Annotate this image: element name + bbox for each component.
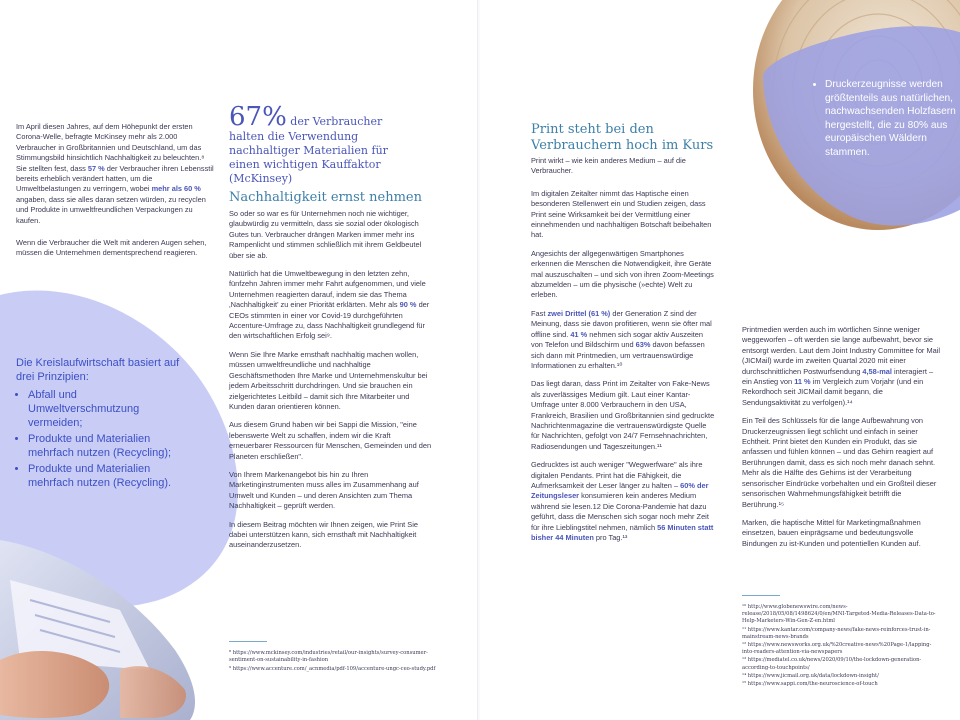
footnote: ⁸ https://www.mckinsey.com/industries/retail/our-insights/survey-consumer-sentiment-on-sustainability-in-fashion [229,650,428,664]
paragraph: Gedrucktes ist auch weniger "Wegwerfware" als ihre digitalen Pendants. Print hat die Fähigkeit, die Aufmerksamkeit der Leser länger zu halten – 60% der Zeitungsleser konsumieren kein anderes Medium während sie lesen.12 Die Corona-Pandemie hat dazu geführt, dass die Menschen sich sogar noch mehr Zeit für ihre Lieblingstitel nehmen, nämlich 56 Minuten statt bisher 44 Minuten pro Tag.¹³ [531,460,714,542]
paragraph: Fast zwei Drittel (61 %) der Generation Z sind der Meinung, dass sie davon profitieren, wenn sie öfter mal offline sind. 41 % nehmen sich sogar aktiv Auszeiten von Telefon und Bildschirm und 63% davon befassen sich dann mit Printmedien, um vertrauenswürdige Informationen zu erhalten.¹⁰ [531,308,712,370]
wood-fibres-callout [815,78,960,159]
paragraph: Natürlich hat die Umweltbewegung in den letzten zehn, fünfzehn Jahren immer mehr Fahrt aufgenommen, und viele Unternehmen reagierten darauf, indem sie das Thema ‚Nachhaltigkeit' zu einer Priorität erklärten. Mehr als 90 % der CEOs stimmten in einer vor Covid-19 durchgeführten Accenture-Umfrage zu, dass Nachhaltigkeit grundlegend für den wirtschaftlichen Erfolg sei⁹. [229,269,430,341]
photo-hands-holding-print [0,540,205,720]
paragraph: Im April diesen Jahres, auf dem Höhepunkt der ersten Corona-Welle, befragte McKinsey mehr als 2.000 Verbraucher in Großbritannien und Deutschland, um das Stimmungsbild hinsichtlich Nachhaltigkeit zu beleuchten.⁸ Sie stellten fest, dass 57 % der Verbraucher ihren Lebensstil bereits erheblich verändert hatten, um die Umweltbelastungen zu verringern, wobei mehr als 60 % angaben, dass sie alles daran setzen würden, zu recyclen und Produkte in umweltfreundlichen Verpackungen zu kaufen. [16,122,214,225]
list-item: • Produkte und Materialien mehrfach nutzen (Recycling). [28,462,191,490]
right-column-1 [531,122,716,551]
stat-text: der Verbraucher halten die Verwendung nachhaltiger Materialien für einen wichtigen Kauffaktor (McKinsey) [229,115,388,185]
highlight: 60% der Zeitungsleser [531,480,709,501]
left-page [0,0,478,720]
section-heading: Nachhaltigkeit ernst nehmen [229,190,422,205]
footnote: ¹¹ https://www.kantar.com/company-news/fake-news-reinforces-trust-in-mainstream-news-brands [742,626,931,640]
left-column-1 [16,122,216,267]
highlight: zwei Drittel (61 %) [547,308,611,318]
footnote-rule [229,641,267,642]
stat-block [229,104,419,186]
footnote: ¹² https://www.newsworks.org.uk/%20creative-news%20Page-1/lapping-into-readers-attention-via-newspapers [742,642,932,656]
paragraph: Angesichts der allgegenwärtigen Smartphones erkennen die Menschen die Notwendigkeit, ihre Geräte mal auszuschalten – und sich von ihren Zoom-Meetings abzumelden – um die physische (»echte) Welt zu erleben. [531,248,714,300]
stat-number: 67% [229,102,287,132]
right-column-2 [742,325,942,557]
highlight: 4,58-mal [862,366,892,376]
callout-intro: Die Kreislaufwirtschaft basiert auf drei Prinzipien: [16,357,180,383]
footnote: ⁹ https://www.accenture.com/_acnmedia/pdf-109/accenture-ungc-ceo-study.pdf [229,666,436,673]
paragraph: Im digitalen Zeitalter nimmt das Haptische einen besonderen Stellenwert ein und Studien zeigen, dass Print seine Wirksamkeit bei der Vermittlung einer einnehmenden und nachhaltigen Botschaft beibehalten hat. [531,188,712,240]
footnotes-left [229,641,439,674]
paragraph: Marken, die haptische Mittel für Marketingmaßnahmen einsetzen, bauen einprägsame und bedeutungsvolle Bindungen zu ist-Kunden und potentiellen Kunden auf. [742,517,921,548]
paragraph: Wenn Sie Ihre Marke ernsthaft nachhaltig machen wollen, müssen umweltfreundliche und nachhaltige Geschäftsmethoden Ihre Marke und Unternehmenskultur bei jedem Arbeitsschritt durchdringen. Und sie brauchen ein zielgerichtetes Leitbild – damit sich Ihre Mitarbeiter und Kunden daran orientieren können. [229,349,428,411]
list-item: • Produkte und Materialien mehrfach nutzen (Recycling); [28,432,191,460]
footnotes-right [742,595,942,688]
left-column-2 [229,190,434,559]
paragraph: Aus diesem Grund haben wir bei Sappi die Mission, "eine lebenswerte Welt zu schaffen, indem wir die Kraft erneuerbarer Ressourcen für Menschen, Gemeinden und den Planeten erschließen". [229,420,432,461]
paragraph: Print wirkt – wie kein anderes Medium – auf die Verbraucher. [531,156,686,176]
footnote-rule [742,595,780,596]
footnote: ¹⁰ http://www.globenewswire.com/news-release/2018/05/08/1498624/0/en/MNI-Targeted-Media-Releases-Data-to-Help-Marketers-Win-Gen-Z-en.html [742,604,936,625]
paragraph: Von Ihrem Markenangebot bis hin zu Ihren Marketinginstrumenten muss alles im Zusammenhang auf Umwelt und Kunden – und deren Ansichten zum Thema Nachhaltigkeit – geprüft werden. [229,469,419,511]
section-heading: Print steht bei den Verbrauchern hoch im Kurs [531,122,714,153]
paragraph: Printmedien werden auch im wörtlichen Sinne weniger weggeworfen – oft werden sie lange aufbewahrt, bevor sie entsorgt werden. Laut dem Joint Industry Committee for Mail (JICMail) wurde im zweiten Quartal 2020 mit einer durchschnittlichen Postwurfsendung 4,58-mal interagiert – ein Anstieg von 11 % im Vergleich zum Vorjahr (und ein Rekordhoch seit JICMail damit begann, die Sendungsaktivität zu verfolgen).¹⁴ [742,325,940,407]
paragraph: Ein Teil des Schlüssels für die lange Aufbewahrung von Druckerzeugnissen liegt schlicht und einfach in seiner Echtheit. Print bietet den Kunden ein Produkt, das sie anfassen und fühlen können – und das Gehirn reagiert auf Berührungen damit, dass es sich noch mehr danach sehnt. Mehr als die Hälfte des Gehirns ist der Verarbeitung sensorischer Eindrücke vorbehalten und ein Großteil dieser sensorischen Wahrnehmungsfähigkeit betrifft die Berührung.¹⁵ [742,416,937,509]
highlight: mehr als 60 % [151,184,201,194]
paragraph: Das liegt daran, dass Print im Zeitalter von Fake-News als zuverlässiges Medium gilt. Laut einer Kantar-Umfrage unter 8.000 Verbrauchern in den USA, Frankreich, Brasilien und Großbritannien sind gedruckte Nachrichtenmagazine die vertrauenswürdigste Quelle für Nachrichten, gefolgt von 24/7 Fernsehnachrichten, Radiosendungen und Tageszeitungen.¹¹ [531,379,715,451]
paragraph: So oder so war es für Unternehmen noch nie wichtiger, glaubwürdig zu vermitteln, dass sie sozial oder ökologisch Gutes tun. Verbraucher drängen Marken immer mehr ins Rampenlicht und stimmen schließlich mit ihrem Geldbeutel über sie ab. [229,209,422,260]
list-item: • Abfall und Umweltverschmutzung vermeiden; [28,388,191,430]
list-item: • Druckerzeugnisse werden größtenteils aus natürlichen, nachwachsenden Holzfasern hergestellt, die zu 80% aus europäischen Wäldern stammen. [825,78,960,159]
highlight: 90 % [399,300,417,310]
footnote: ¹⁴ https://www.jicmail.org.uk/data/lockdown-insight/ [742,672,879,679]
highlight: 63% [635,340,651,350]
paragraph: Wenn die Verbraucher die Welt mit anderen Augen sehen, müssen die Unternehmen dementsprechend reagieren. [16,238,207,258]
footnote: ¹³ https://mediatel.co.uk/news/2020/09/10/the-lockdown-generation-according-to-touchpoints/ [742,657,922,671]
highlight: 41 % [570,329,588,339]
highlight: 56 Minuten statt bisher 44 Minuten [531,522,714,542]
principles-list [16,388,191,490]
highlight: 57 % [87,163,105,173]
highlight: 11 % [794,377,811,387]
paragraph: In diesem Beitrag möchten wir Ihnen zeigen, wie Print Sie dabei unterstützen kann, sich ernsthaft mit Nachhaltigkeit auseinanderzusetzen. [229,519,418,550]
circular-economy-callout [16,356,191,492]
footnote: ¹⁵ https://www.sappi.com/the-neuroscience-of-touch [742,681,878,688]
